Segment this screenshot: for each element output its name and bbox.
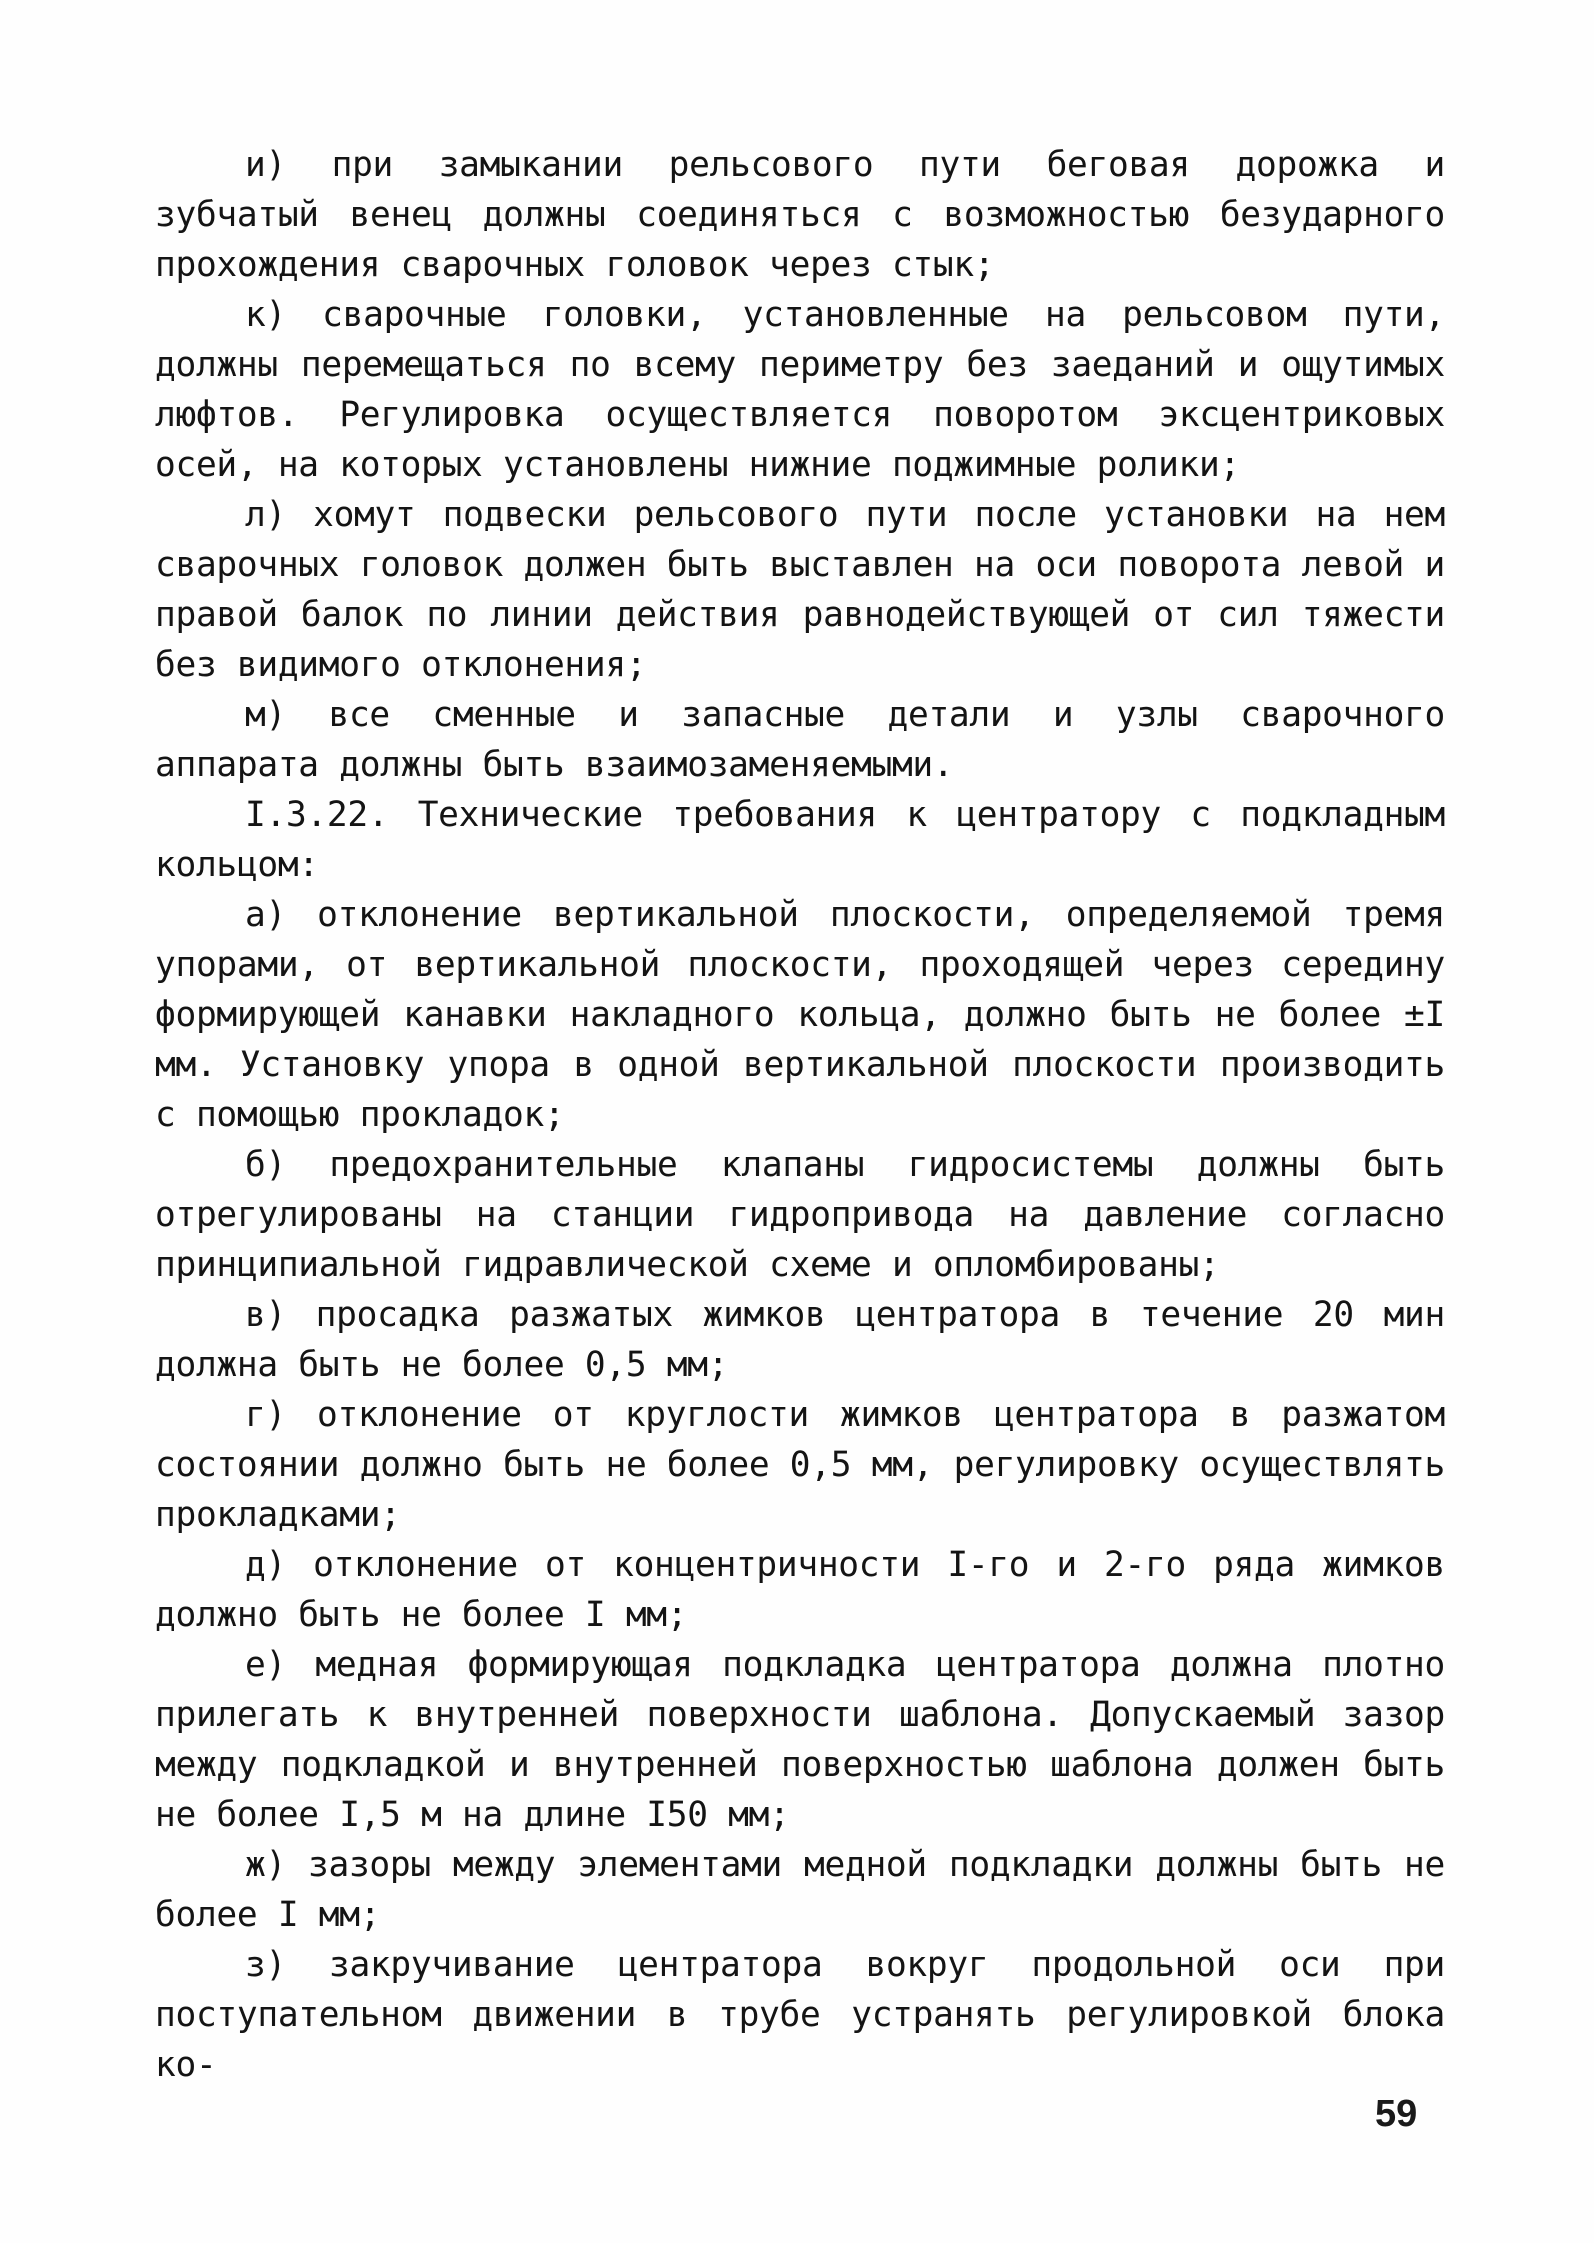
page-number: 59 <box>1375 2093 1418 2135</box>
paragraph-i: и) при замыкании рельсового пути беговая дорожка и зубчатый венец должны соединяться с возможностью безударного прохождения сварочных головок через стык; <box>155 145 1445 285</box>
paragraph-a: а) отклонение вертикальной плоскости, определяемой тремя упорами, от вертикальной плоскости, проходящей через середину формирующей канавки накладного кольца, должно быть не более ±I мм. Установку упора в одной вертикальной плоскости производить с помощью прокладок; <box>155 895 1445 1135</box>
paragraph-k: к) сварочные головки, установленные на рельсовом пути, должны перемещаться по всему периметру без заеданий и ощутимых люфтов. Регулировка осуществляется поворотом эксцентриковых осей, на которых установлены нижние поджимные ролики; <box>155 295 1445 485</box>
paragraph-zh: ж) зазоры между элементами медной подкладки должны быть не более I мм; <box>155 1845 1445 1935</box>
paragraph-e: е) медная формирующая подкладка центратора должна плотно прилегать к внутренней поверхности шаблона. Допускаемый зазор между подкладкой и внутренней поверхностью шаблона должен быть не более I,5 м на длине I50 мм; <box>155 1645 1445 1835</box>
body-text <box>155 140 1445 2090</box>
paragraph-v: в) просадка разжатых жимков центратора в течение 20 мин должна быть не более 0,5 мм; <box>155 1295 1445 1385</box>
paragraph-m: м) все сменные и запасные детали и узлы сварочного аппарата должны быть взаимозаменяемыми. <box>155 695 1445 785</box>
paragraph-g: г) отклонение от круглости жимков центратора в разжатом состоянии должно быть не более 0,5 мм, регулировку осуществлять прокладками; <box>155 1395 1445 1535</box>
section-heading-1-3-22: I.3.22. Технические требования к центратору с подкладным кольцом: <box>155 795 1445 885</box>
paragraph-d: д) отклонение от концентричности I-го и 2-го ряда жимков должно быть не более I мм; <box>155 1545 1445 1635</box>
paragraph-z: з) закручивание центратора вокруг продольной оси при поступательном движении в трубе устранять регулировкой блока ко- <box>155 1945 1445 2085</box>
paragraph-l: л) хомут подвески рельсового пути после установки на нем сварочных головок должен быть выставлен на оси поворота левой и правой балок по линии действия равнодействующей от сил тяжести без видимого отклонения; <box>155 495 1445 685</box>
paragraph-b: б) предохранительные клапаны гидросистемы должны быть отрегулированы на станции гидропривода на давление согласно принципиальной гидравлической схеме и опломбированы; <box>155 1145 1445 1285</box>
